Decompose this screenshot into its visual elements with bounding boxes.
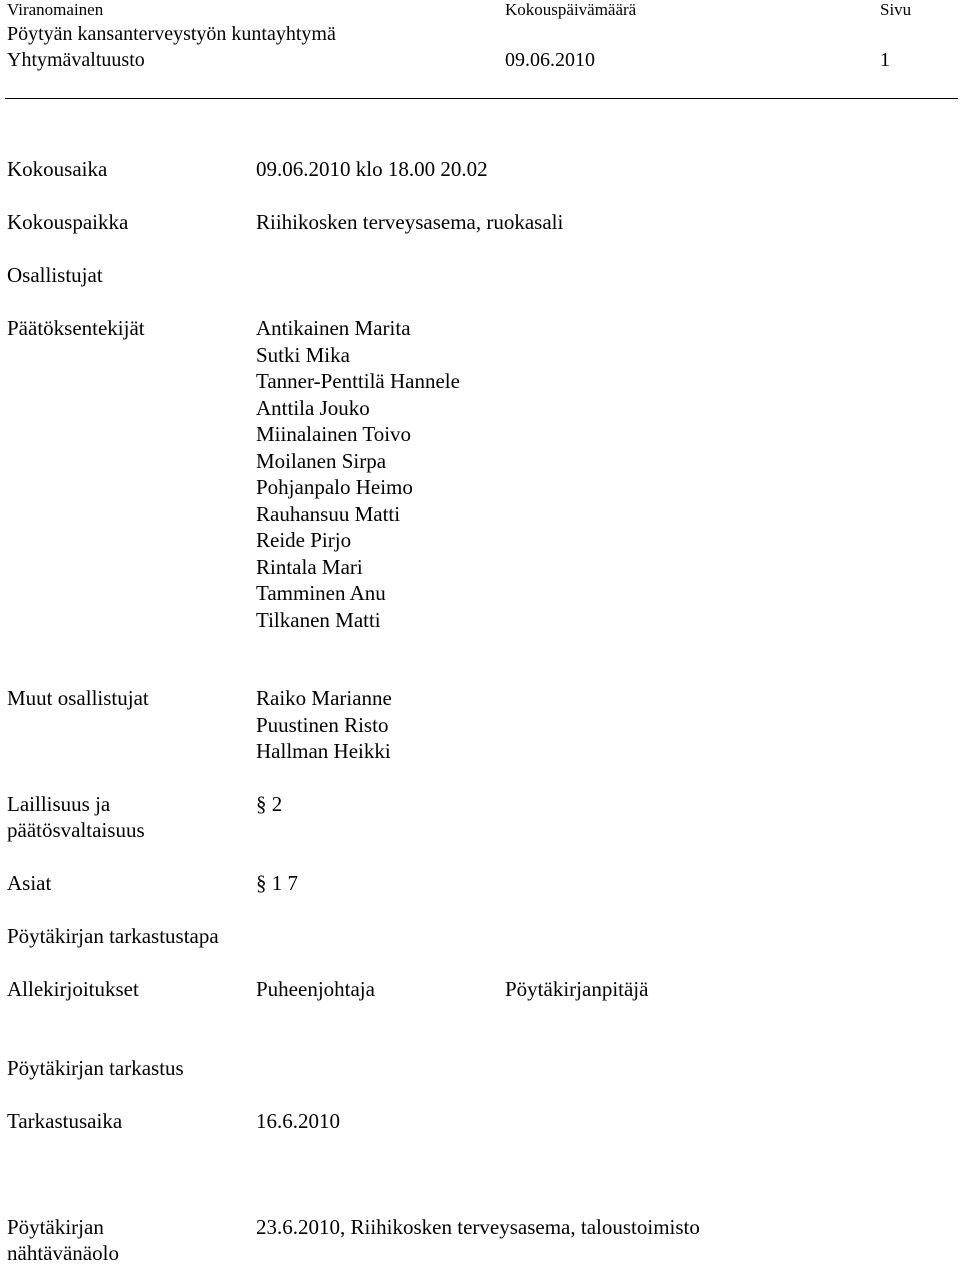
meeting-place-label: Kokouspaikka [7,210,129,234]
review-method-label: Pöytäkirjan tarkastustapa [7,924,219,948]
secretary-label: Pöytäkirjanpitäjä [505,977,649,1001]
signatures-label: Allekirjoitukset [7,977,139,1001]
other-participant-name: Puustinen Risto [256,712,389,737]
public-display-value: 23.6.2010, Riihikosken terveysasema, taloustoimisto [256,1215,700,1239]
decision-maker-name: Sutki Mika [256,342,350,367]
items-label: Asiat [7,871,52,895]
items-section-ref: § 1 7 [256,871,298,895]
header-page-label: Sivu [880,0,912,19]
decision-maker-name: Pohjanpalo Heimo [256,475,413,499]
review-time-label: Tarkastusaika [7,1109,123,1133]
decision-maker-name: Miinalainen Toivo [256,422,412,446]
meeting-place-value: Riihikosken terveysasema, ruokasali [256,210,564,234]
other-participant-name: Raiko Marianne [256,686,392,710]
decision-maker-name: Tamminen Anu [256,581,386,605]
legality-section-ref: § 2 [256,792,283,816]
chairperson-label: Puheenjohtaja [256,977,375,1001]
decision-maker-name: Tanner-Penttilä Hannele [256,369,460,393]
decision-maker-name: Rauhansuu Matti [256,501,401,526]
header-authority-label: Viranomainen [7,0,104,19]
decision-maker-name: Anttila Jouko [256,395,370,420]
decision-makers-label: Päätöksentekijät [7,316,145,340]
header-body-name: Yhtymävaltuusto [7,49,145,71]
minutes-review-label: Pöytäkirjan tarkastus [7,1056,184,1080]
public-display-label-line1: Pöytäkirjan [7,1215,104,1239]
header-organization: Pöytyän kansanterveystyön kuntayhtymä [7,23,336,45]
decision-maker-name: Antikainen Marita [256,316,411,340]
header-page-number: 1 [880,49,890,71]
legality-label-line1: Laillisuus ja [7,792,111,816]
header-meeting-date: 09.06.2010 [505,49,595,71]
decision-maker-name: Tilkanen Matti [256,607,381,632]
decision-maker-name: Moilanen Sirpa [256,448,387,473]
participants-label: Osallistujat [7,263,103,287]
legality-label-line2: päätösvaltaisuus [7,818,145,842]
header-meeting-date-label: Kokouspäivämäärä [505,0,637,19]
other-participants-label: Muut osallistujat [7,686,149,710]
decision-maker-name: Reide Pirjo [256,528,352,552]
meeting-time-value: 09.06.2010 klo 18.00 20.02 [256,157,488,181]
header-divider [5,98,958,99]
public-display-label-line2: nähtävänäolo [7,1241,119,1265]
other-participant-name: Hallman Heikki [256,739,391,763]
review-time-value: 16.6.2010 [256,1109,340,1133]
decision-maker-name: Rintala Mari [256,554,363,579]
meeting-time-label: Kokousaika [7,157,108,181]
